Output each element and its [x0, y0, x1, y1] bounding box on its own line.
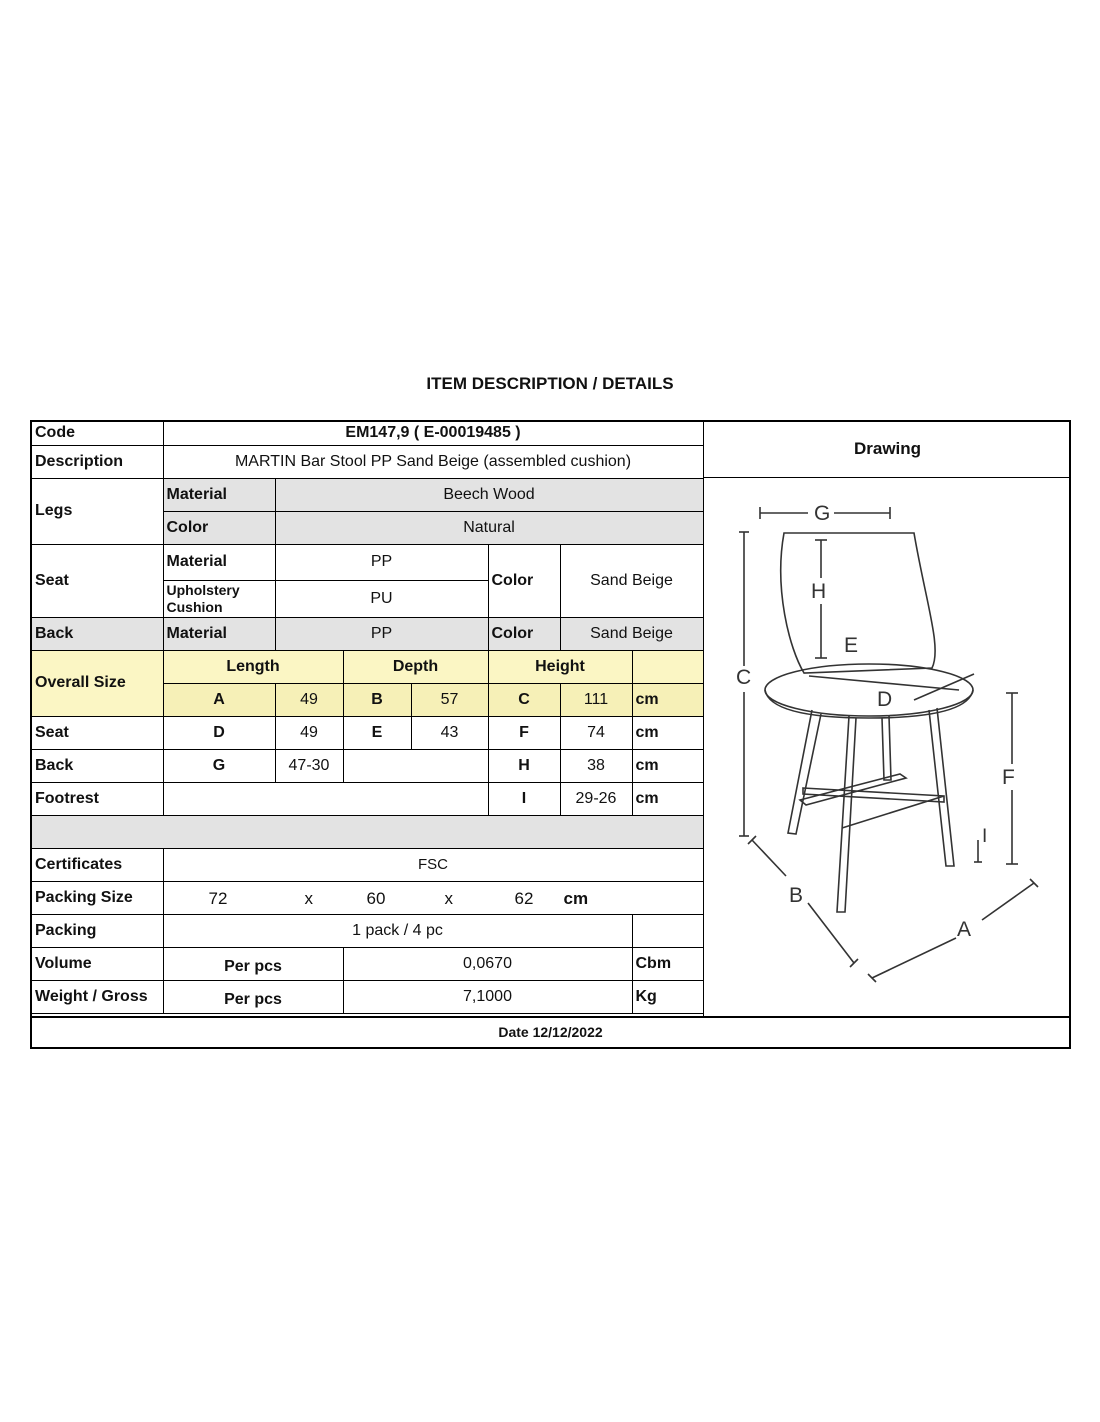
stool-seat-base: [765, 690, 973, 718]
stool-leg-front-right: [929, 708, 954, 866]
drawing-label-b: B: [789, 884, 804, 907]
drawing-label-f: F: [1002, 766, 1015, 789]
seat-label: Seat: [32, 544, 163, 617]
description-label: Description: [32, 445, 163, 478]
code-label: Code: [32, 422, 163, 445]
dim-e-value: 43: [411, 716, 488, 749]
drawing-label-i: I: [982, 826, 988, 847]
upholstery-label-line2: Cushion: [166, 599, 223, 615]
back-dims-unit: cm: [632, 749, 703, 782]
certificates-value: FSC: [163, 848, 703, 881]
stool-footrest: [800, 774, 944, 828]
back-row: [32, 617, 703, 650]
stool-leg-front-left: [788, 710, 821, 834]
legs-material-row: [32, 478, 703, 511]
dim-e-letter: E: [343, 716, 411, 749]
stool-leg-back-left: [837, 716, 856, 912]
drawing-area: [703, 478, 1071, 1016]
packing-height: 62: [514, 889, 534, 908]
seat-dims-unit: cm: [632, 716, 703, 749]
packing-size-label: Packing Size: [32, 881, 163, 914]
volume-label: Volume: [32, 947, 163, 980]
footrest-label: Footrest: [32, 782, 163, 815]
depth-header: Depth: [343, 650, 488, 683]
weight-unit: Kg: [632, 980, 703, 1013]
packing-unit: cm: [563, 889, 589, 908]
packing-size-row: [32, 881, 703, 914]
back-material-label: Material: [163, 617, 275, 650]
dim-d-value: 49: [275, 716, 343, 749]
back-color-value: Sand Beige: [560, 617, 703, 650]
bar-stool-drawing: [704, 478, 1070, 1016]
dim-b-letter: B: [343, 683, 411, 716]
dim-g-value: 47-30: [275, 749, 343, 782]
description-row: [32, 445, 703, 478]
legs-label: Legs: [32, 478, 163, 544]
drawing-label-c: C: [736, 666, 752, 689]
back-dims-empty: [343, 749, 488, 782]
packing-label: Packing: [32, 914, 163, 947]
stool-leg-back-right: [882, 716, 891, 780]
dim-a-letter: A: [163, 683, 275, 716]
drawing-label-e: E: [844, 634, 859, 657]
dim-c-value: 111: [560, 683, 632, 716]
seat-upholstery-label: [163, 580, 275, 617]
drawing-label-a: A: [957, 918, 972, 941]
weight-value: 7,1000: [343, 980, 632, 1013]
certificates-label: Certificates: [32, 848, 163, 881]
seat-upholstery-value: PU: [275, 580, 488, 617]
description-value: MARTIN Bar Stool PP Sand Beige (assembled cushion): [163, 445, 703, 478]
stool-seat: [765, 664, 973, 716]
footrest-unit: cm: [632, 782, 703, 815]
code-value: EM147,9 ( E-00019485 ): [163, 422, 703, 445]
legs-color-label: Color: [163, 511, 275, 544]
weight-row: [32, 980, 703, 1013]
packing-size-cell: [163, 881, 703, 914]
gray-spacer-row: [32, 815, 703, 848]
volume-unit: Cbm: [632, 947, 703, 980]
back-dims-row: [32, 749, 703, 782]
overall-size-label: Overall Size: [32, 650, 163, 716]
dim-h-letter: H: [488, 749, 560, 782]
packing-row: [32, 914, 703, 947]
packing-x1: x: [304, 889, 313, 908]
footrest-empty: [163, 782, 488, 815]
back-label: Back: [32, 617, 163, 650]
legs-material-value: Beech Wood: [275, 478, 703, 511]
drawing-label-d: D: [877, 688, 893, 711]
overall-unit-header: [632, 650, 703, 683]
upholstery-label-line1: Upholstery: [166, 582, 240, 598]
dim-g-letter: G: [163, 749, 275, 782]
dim-a-value: 49: [275, 683, 343, 716]
back-color-label: Color: [488, 617, 560, 650]
dim-f-value: 74: [560, 716, 632, 749]
packing-width: 60: [366, 889, 386, 908]
overall-unit: cm: [632, 683, 703, 716]
height-header: Height: [488, 650, 632, 683]
gray-band: [32, 815, 703, 848]
dim-d-letter: D: [163, 716, 275, 749]
code-row: [32, 422, 703, 445]
dim-f-letter: F: [488, 716, 560, 749]
spec-table: [32, 422, 704, 1014]
dim-i-value: 29-26: [560, 782, 632, 815]
drawing-label-g: G: [814, 502, 831, 525]
back-material-value: PP: [275, 617, 488, 650]
volume-per: Per pcs: [163, 947, 343, 980]
seat-material-row: [32, 544, 703, 580]
back-dims-label: Back: [32, 749, 163, 782]
page-title: ITEM DESCRIPTION / DETAILS: [426, 374, 674, 393]
packing-length: 72: [208, 889, 228, 908]
dim-i-letter: I: [488, 782, 560, 815]
dim-h-value: 38: [560, 749, 632, 782]
length-header: Length: [163, 650, 343, 683]
weight-label: Weight / Gross: [32, 980, 163, 1013]
volume-value: 0,0670: [343, 947, 632, 980]
dim-b-value: 57: [411, 683, 488, 716]
drawing-label-h: H: [811, 580, 827, 603]
seat-material-value: PP: [275, 544, 488, 580]
seat-color-label: Color: [488, 544, 560, 617]
packing-value: 1 pack / 4 pc: [163, 914, 632, 947]
certificates-row: [32, 848, 703, 881]
legs-material-label: Material: [163, 478, 275, 511]
overall-header-row: [32, 650, 703, 683]
seat-dims-label: Seat: [32, 716, 163, 749]
footrest-row: [32, 782, 703, 815]
drawing-header: Drawing: [703, 422, 1071, 478]
volume-row: [32, 947, 703, 980]
date-footer: Date 12/12/2022: [32, 1016, 1069, 1047]
seat-dims-row: [32, 716, 703, 749]
packing-unit-empty: [632, 914, 703, 947]
spec-sheet: [30, 420, 1071, 1049]
dim-c-letter: C: [488, 683, 560, 716]
packing-x2: x: [444, 889, 453, 908]
seat-color-value: Sand Beige: [560, 544, 703, 617]
legs-color-value: Natural: [275, 511, 703, 544]
seat-material-label: Material: [163, 544, 275, 580]
weight-per: Per pcs: [163, 980, 343, 1013]
